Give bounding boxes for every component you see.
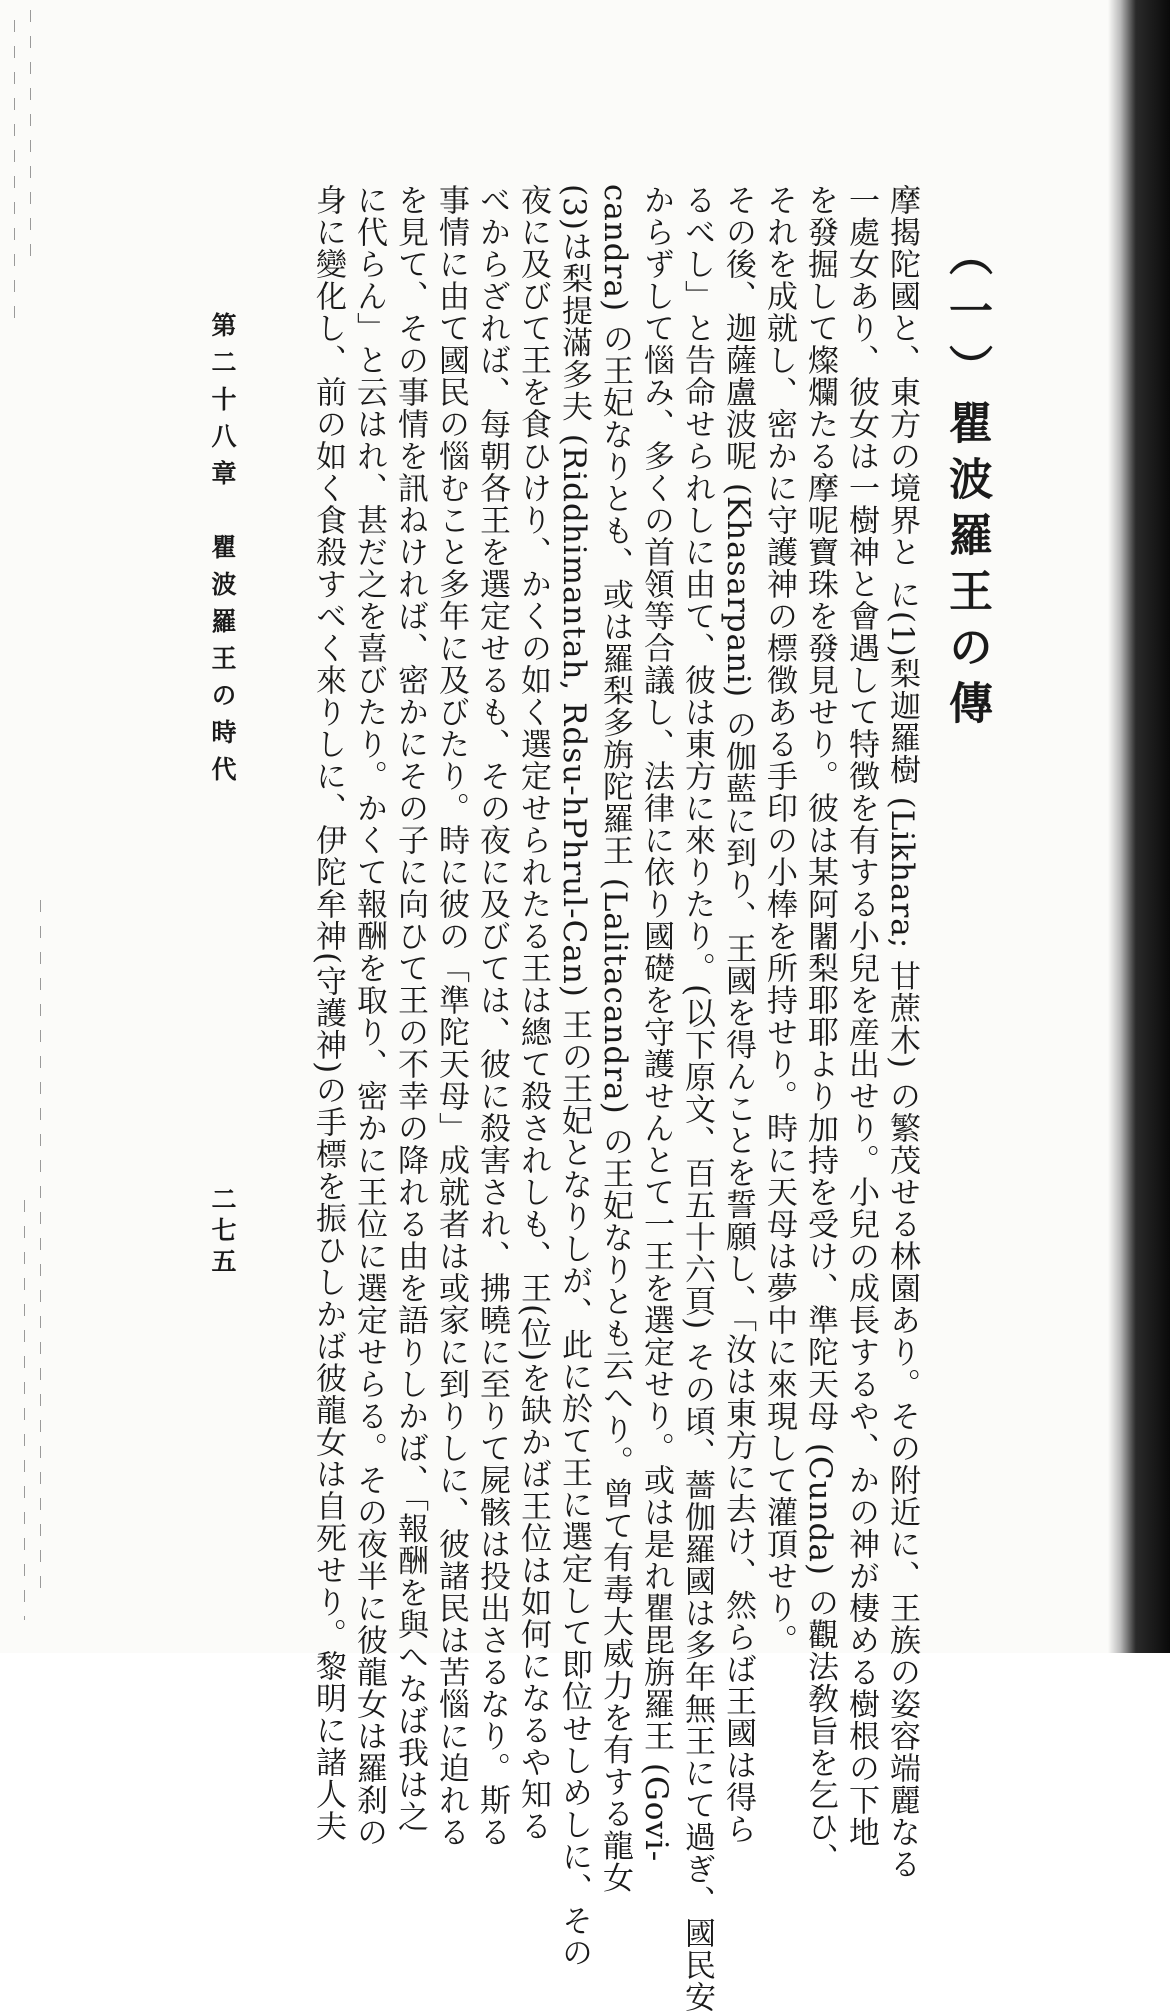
body-line: candra) の王妃なりとも、或は羅梨多旃陀羅王 (Lalitacandra) の王妃なりとも云へり。曾て有毒大威力を有する龍女 [597, 184, 633, 1894]
body-line: 身に變化し、前の如く食殺すべく來りしに、伊陀牟神(守護神)の手標を振ひしかば彼龍女は自死せり。黎明に諸人夫 [310, 184, 346, 1843]
binding-edge [1108, 0, 1170, 1653]
body-line: に代らん」と云はれ、甚だ之を喜びたり。かくて報酬を取り、密かに王位に選定せらる。その夜半に彼龍女は羅刹の [351, 184, 387, 1848]
body-line: るべし」と告命せられしに由て、彼は東方に來りたり。(以下原文、百五十六頁) その頃、薔伽羅國は多年無王にて過ぎ、國民安 [679, 184, 715, 2013]
body-line: 一處女あり、彼女は一樹神と會遇して特徴を有する小兒を産出せり。小兒の成長するや、かの神が棲める樹根の下地 [843, 184, 879, 1848]
chapter-footer: 第二十八章 瞿波羅王の時代 [208, 312, 237, 793]
body-line: べからざれば、每朝各王を選定せるも、その夜に及びては、彼に殺害され、拂曉に至りて屍骸は投出さるなり。斯る [474, 184, 510, 1848]
body-line: (3)は梨提滿多夫 (Riddhimantah, Rdsu-hPhrul-Can) 王の王妃となりしが、此に於て王に選定して即位せしめしに、その [556, 184, 592, 1969]
body-line: を見て、その事情を訊ねければ、密かにその子に向ひて王の不幸の降れる由を語りしかば、「報酬を與へなば我は之 [392, 184, 428, 1833]
body-line: 摩揭陀國と、東方の境界と に(1)梨迦羅樹 (Likhara; 甘蔗木) の繁茂せる林園あり。その附近に、王族の姿容端麗なる [884, 184, 920, 1880]
scan-mark [30, 10, 31, 270]
scan-mark [40, 900, 41, 1600]
section-title: （一）瞿波羅王の傳 [941, 232, 992, 736]
body-line: からずして惱み、多くの首領等合議し、法律に依り國礎を守護せんとて一王を選定せり。或は是れ瞿毘旃羅王 (Govi- [638, 184, 674, 1863]
body-line: を發掘して燦爛たる摩呢寶珠を發見せり。彼は某阿闍梨耶耶より加持を受け、準陀天母 (Cunda) の觀法敎旨を乞ひ、 [802, 184, 838, 1875]
body-line: 夜に及びて王を食ひけり、かくの如く選定せられたる王は總て殺されしも、王(位)を缺かば王位は如何になるや知る [515, 184, 551, 1843]
body-line: 事情に由て國民の惱むこと多年に及びたり。時に彼の「準陀天母」成就者は或家に到りしに、彼諸民は苦惱に迫れる [433, 184, 469, 1848]
scan-mark [24, 1200, 25, 1620]
scan-mark [14, 20, 15, 320]
page-number: 二七五 [208, 1186, 237, 1279]
body-line: それを成就し、密かに守護神の標徴ある手印の小棒を所持せり。時に天母は夢中に來現して灌頂せり。 [761, 184, 797, 1656]
scan-edge-marks [0, 0, 60, 1653]
body-text [270, 184, 922, 2013]
body-line: その後、迦薩盧波呢 (Khasarpani) の伽藍に到り、王國を得んことを誓願し、「汝は東方に去け、然らば王國は得ら [720, 184, 756, 1846]
